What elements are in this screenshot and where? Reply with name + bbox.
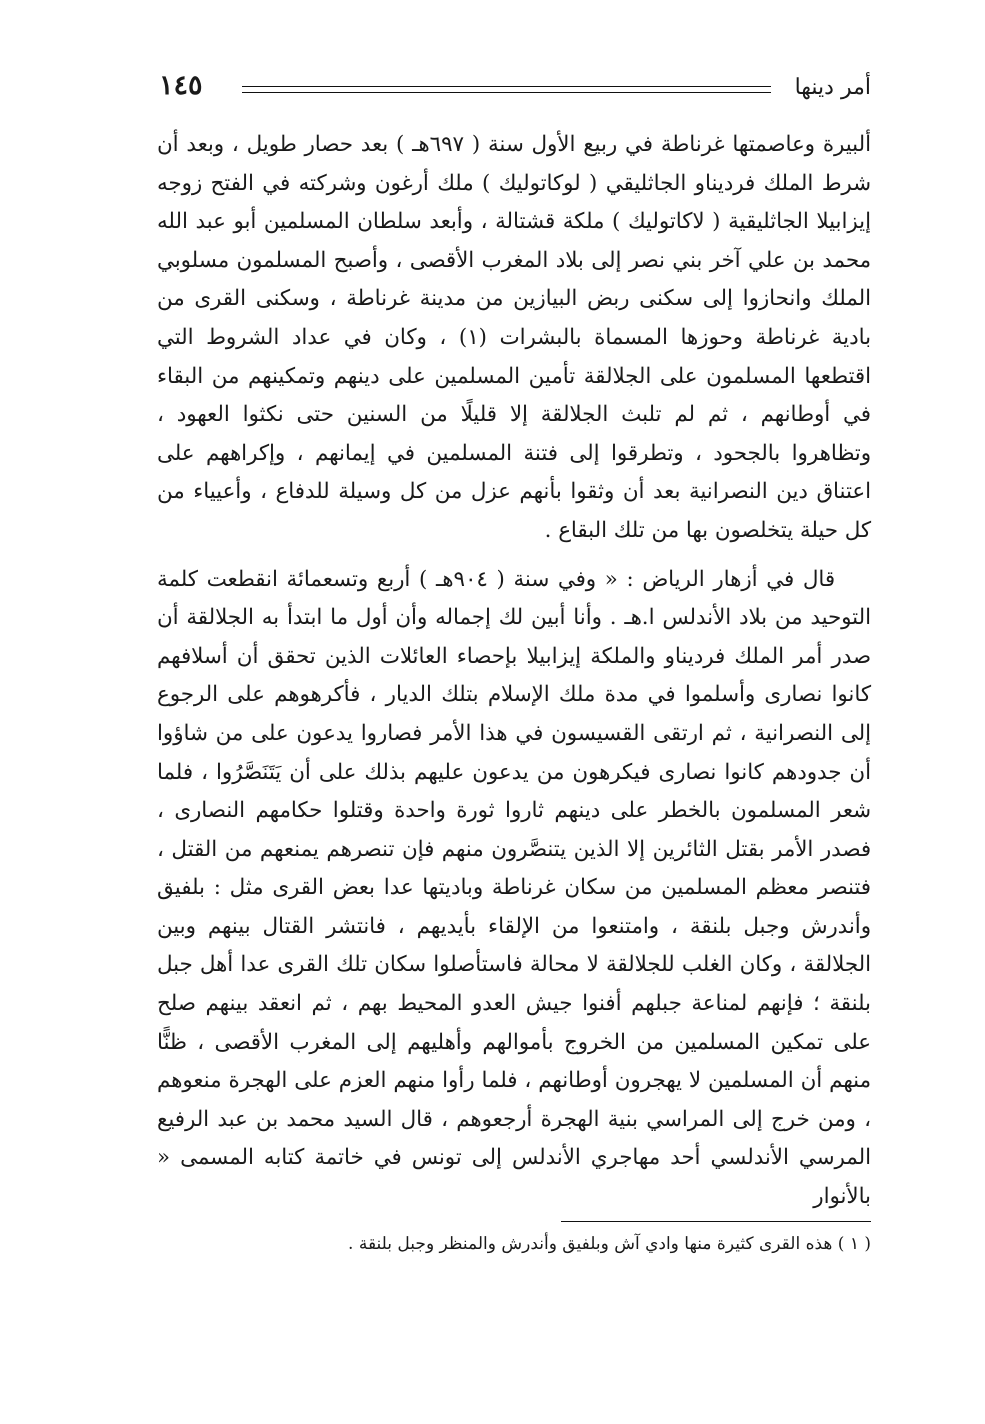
paragraph-2: قال في أزهار الرياض : « وفي سنة ( ٩٠٤هـ ) أربع وتسعمائة انقطعت كلمة التوحيد من بلاد الأندلس ا.هـ . وأنا أبين لك إجماله وأن أول ما ابتدأ به الجلالقة أن صدر أمر الملك فرديناو والملكة إيزابيلا بإحصاء العائلات الذين تحقق أن أسلافهم كانوا نصارى وأسلموا في مدة ملك الإسلام بتلك الديار ، فأكرهوهم على الرجوع إلى النصرانية ، ثم ارتقى القسيسون في هذا الأمر فصاروا يدعون على من شاؤوا أن جدودهم كانوا نصارى فيكرهون من يدعون عليهم بذلك على أن يَتَنَصَّرُوا ، فلما شعر المسلمون بالخطر على دينهم ثاروا ثورة واحدة وقتلوا حكامهم النصارى ، فصدر الأمر بقتل الثائرين إلا الذين يتنصَّرون منهم فإن تنصرهم يمنعهم من القتل ، فتنصر معظم المسلمين من سكان غرناطة وباديتها عدا بعض القرى مثل : بلفيق وأندرش وجبل بلنقة ، وامتنعوا من الإلقاء بأيديهم ، فانتشر القتال بينهم وبين الجلالقة ، وكان الغلب للجلالقة لا محالة فاستأصلوا سكان تلك القرى عدا أهل جبل بلنقة ؛ فإنهم لمناعة جبلهم أفنوا جيش العدو المحيط بهم ، ثم انعقد بينهم صلح على تمكين المسلمين من الخروج بأموالهم وأهليهم إلى المغرب الأقصى ، ظنًّا منهم أن المسلمين لا يهجرون أوطانهم ، فلما رأوا منهم العزم على الهجرة منعوهم ، ومن خرج إلى المراسي بنية الهجرة أرجعوهم ، قال السيد محمد بن عبد الرفيع المرسي الأندلسي أحد مهاجري الأندلس إلى تونس في خاتمة كتابه المسمى « بالأنوار: [157, 566, 872, 1210]
running-title: أمر دينها: [794, 75, 871, 100]
main-text: [157, 126, 871, 1217]
paragraph-1: ألبيرة وعاصمتها غرناطة في ربيع الأول سنة ( ٦٩٧هـ ) بعد حصار طويل ، وبعد أن شرط الملك فرديناو الجاثليقي ( لوكاتوليك ) ملك أرغون وشركته في الفتح زوجه إيزابيلا الجاثليقية ( لاكاتوليك ) ملكة قشتالة ، وأبعد سلطان المسلمين أبو عبد الله محمد بن علي آخر بني نصر إلى بلاد المغرب الأقصى ، وأصبح المسلمون مسلوبي الملك وانحازوا إلى سكنى ربض البيازين من مدينة غرناطة ، وسكنى القرى من بادية غرناطة وحوزها المسماة بالبشرات (١) ، وكان في عداد الشروط التي اقتطعها المسلمون على الجلالقة تأمين المسلمين على دينهم وتمكينهم من البقاء في أوطانهم ، ثم لم تلبث الجلالقة إلا قليلًا من السنين حتى نكثوا العهود ، وتظاهروا بالجحود ، وتطرقوا إلى فتنة المسلمين في إيمانهم ، وإكراههم على اعتناق دين النصرانية بعد أن وثقوا بأنهم عزل من كل وسيلة للدفاع ، وأعيياء من كل حيلة يتخلصون بها من تلك البقاع .: [157, 132, 871, 543]
footnote-separator: [561, 1221, 871, 1222]
page-header: [157, 64, 871, 108]
header-double-rule: [242, 86, 771, 93]
footnote: ( ١ ) هذه القرى كثيرة منها وادي آش وبلفيق وأندرش والمنظر وجبل بلنقة .: [348, 1233, 871, 1254]
book-page: [157, 64, 871, 1384]
page-number: ١٤٥: [159, 70, 203, 101]
